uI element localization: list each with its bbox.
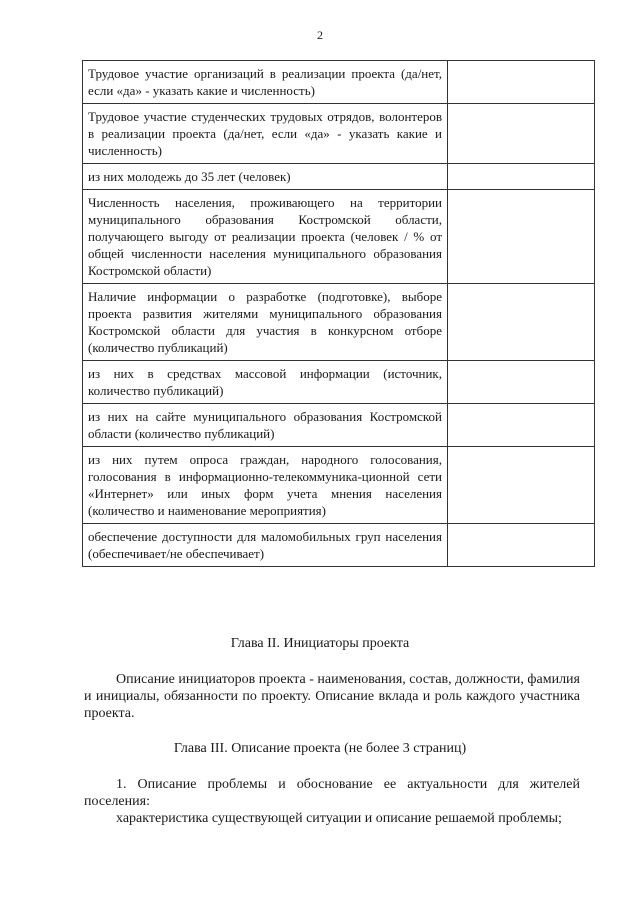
- indicator-value: [448, 61, 595, 104]
- chapter-2-heading: Глава II. Инициаторы проекта: [230, 636, 410, 651]
- indicator-label: Трудовое участие студенческих трудовых отрядов, волонтеров в реализации проекта (да/нет, если «да» - указать какие и численность): [83, 104, 448, 164]
- table-row: [83, 284, 595, 361]
- indicator-value: [448, 361, 595, 404]
- indicator-value: [448, 404, 595, 447]
- table-row: [83, 104, 595, 164]
- indicator-label: Трудовое участие организаций в реализации проекта (да/нет, если «да» - указать какие и численность): [83, 61, 448, 104]
- indicator-value: [448, 190, 595, 284]
- table-row: [83, 61, 595, 104]
- table-row: [83, 361, 595, 404]
- indicator-label: Наличие информации о разработке (подготовке), выборе проекта развития жителями муниципального образования Костромской области для участия в конкурсном отборе (количество публикаций): [83, 284, 448, 361]
- chapter-3-heading: Глава III. Описание проекта (не более 3 страниц): [173, 741, 467, 756]
- table-row: [83, 190, 595, 284]
- table-row: [83, 447, 595, 524]
- indicator-value: [448, 524, 595, 567]
- indicator-value: [448, 104, 595, 164]
- indicator-label: из них молодежь до 35 лет (человек): [83, 164, 448, 190]
- indicator-value: [448, 447, 595, 524]
- indicator-label: из них путем опроса граждан, народного голосования, голосования в информационно-телекоммуника-ционной сети «Интернет» или иных форм учета мнения населения (количество и наименование мероприятия): [83, 447, 448, 524]
- indicator-value: [448, 284, 595, 361]
- table-row: [83, 404, 595, 447]
- chapter-2-paragraph: Описание инициаторов проекта - наименования, состав, должности, фамилия и инициалы, обязанности по проекту. Описание вклада и роль каждого участника проекта.: [84, 672, 580, 721]
- indicator-label: из них на сайте муниципального образования Костромской области (количество публикаций): [83, 404, 448, 447]
- page-number: 2: [317, 28, 323, 42]
- chapter-3-item-1: 1. Описание проблемы и обоснование ее актуальности для жителей поселения:: [84, 777, 580, 809]
- table-row: [83, 524, 595, 567]
- indicator-label: обеспечение доступности для маломобильных груп населения (обеспечивает/не обеспечивает): [83, 524, 448, 567]
- table-row: [83, 164, 595, 190]
- indicator-value: [448, 164, 595, 190]
- indicator-label: из них в средствах массовой информации (источник, количество публикаций): [83, 361, 448, 404]
- project-indicators-table: [82, 60, 595, 567]
- indicator-label: Численность населения, проживающего на территории муниципального образования Костромской области, получающего выгоду от реализации проекта (человек / % от общей численности населения муниципального образования Костромской области): [83, 190, 448, 284]
- chapter-3-item-2: характеристика существующей ситуации и описание решаемой проблемы;: [116, 811, 562, 826]
